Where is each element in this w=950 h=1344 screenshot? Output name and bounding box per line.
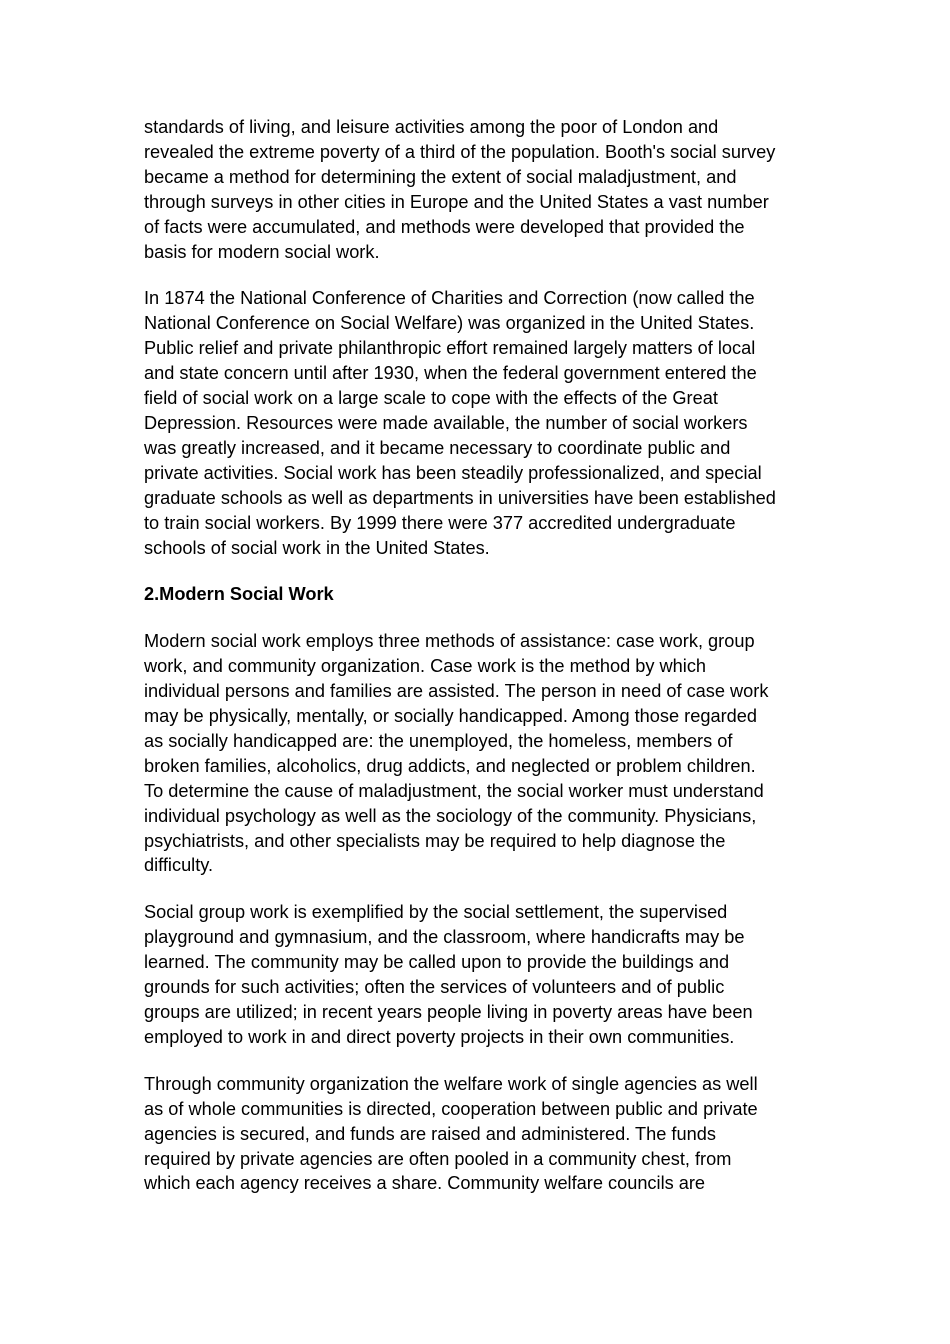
text-line: work, and community organization. Case work is the method by which — [144, 656, 707, 677]
text-line: individual persons and families are assisted. The person in need of case work — [144, 681, 769, 702]
text-line: agencies is secured, and funds are raised and administered. The funds — [144, 1123, 716, 1144]
text-line: which each agency receives a share. Community welfare councils are — [144, 1173, 706, 1194]
text-line: field of social work on a large scale to cope with the effects of the Great — [144, 388, 718, 409]
paragraph — [144, 900, 824, 1049]
paragraph — [144, 115, 824, 264]
text-line: Depression. Resources were made available, the number of social workers — [144, 412, 748, 433]
text-line: Social group work is exemplified by the social settlement, the supervised — [144, 902, 728, 923]
text-line: as of whole communities is directed, cooperation between public and private — [144, 1098, 758, 1119]
paragraph — [144, 629, 824, 878]
text-line: as socially handicapped are: the unemployed, the homeless, members of — [144, 730, 733, 751]
text-line: psychiatrists, and other specialists may be required to help diagnose the — [144, 830, 726, 851]
text-line: employed to work in and direct poverty projects in their own communities. — [144, 1026, 735, 1047]
text-line: playground and gymnasium, and the classroom, where handicrafts may be — [144, 927, 745, 948]
text-line: Modern social work employs three methods of assistance: case work, group — [144, 631, 755, 652]
text-line: groups are utilized; in recent years people living in poverty areas have been — [144, 1002, 753, 1022]
text-line: To determine the cause of maladjustment, the social worker must understand — [144, 780, 764, 801]
text-line: individual psychology as well as the sociology of the community. Physicians, — [144, 805, 757, 826]
text-line: may be physically, mentally, or socially handicapped. Among those regarded — [144, 706, 757, 727]
text-line: difficulty. — [144, 855, 214, 876]
text-line: of facts were accumulated, and methods were developed that provided the — [144, 216, 745, 237]
body-text-section — [144, 629, 824, 1196]
text-line: and state concern until after 1930, when the federal government entered the — [144, 363, 757, 384]
text-line: learned. The community may be called upon to provide the buildings and — [144, 952, 730, 973]
text-line: broken families, alcoholics, drug addicts, and neglected or problem children. — [144, 755, 756, 776]
text-line: graduate schools as well as departments in universities have been established — [144, 487, 776, 508]
body-text-section — [144, 115, 824, 560]
text-line: became a method for determining the extent of social maladjustment, and — [144, 166, 737, 187]
text-line: was greatly increased, and it became necessary to coordinate public and — [144, 437, 731, 458]
section-heading: 2.Modern Social Work — [144, 584, 334, 605]
text-line: revealed the extreme poverty of a third of the population. Booth's social survey — [144, 141, 776, 162]
text-line: to train social workers. By 1999 there were 377 accredited undergraduate — [144, 512, 736, 533]
paragraph — [144, 1072, 824, 1197]
text-line: National Conference on Social Welfare) was organized in the United States. — [144, 313, 755, 334]
text-line: through surveys in other cities in Europe and the United States a vast number — [144, 191, 769, 212]
text-line: schools of social work in the United States. — [144, 537, 490, 558]
text-line: standards of living, and leisure activities among the poor of London and — [144, 117, 719, 137]
text-line: Through community organization the welfare work of single agencies as well — [144, 1073, 758, 1094]
paragraph — [144, 286, 824, 560]
document-page — [144, 115, 824, 1218]
text-line: private activities. Social work has been steadily professionalized, and special — [144, 462, 762, 483]
text-line: In 1874 the National Conference of Charities and Correction (now called the — [144, 288, 755, 309]
text-line: required by private agencies are often pooled in a community chest, from — [144, 1148, 732, 1169]
text-line: Public relief and private philanthropic effort remained largely matters of local — [144, 338, 756, 359]
text-line: basis for modern social work. — [144, 241, 380, 262]
text-line: grounds for such activities; often the services of volunteers and of public — [144, 977, 725, 998]
